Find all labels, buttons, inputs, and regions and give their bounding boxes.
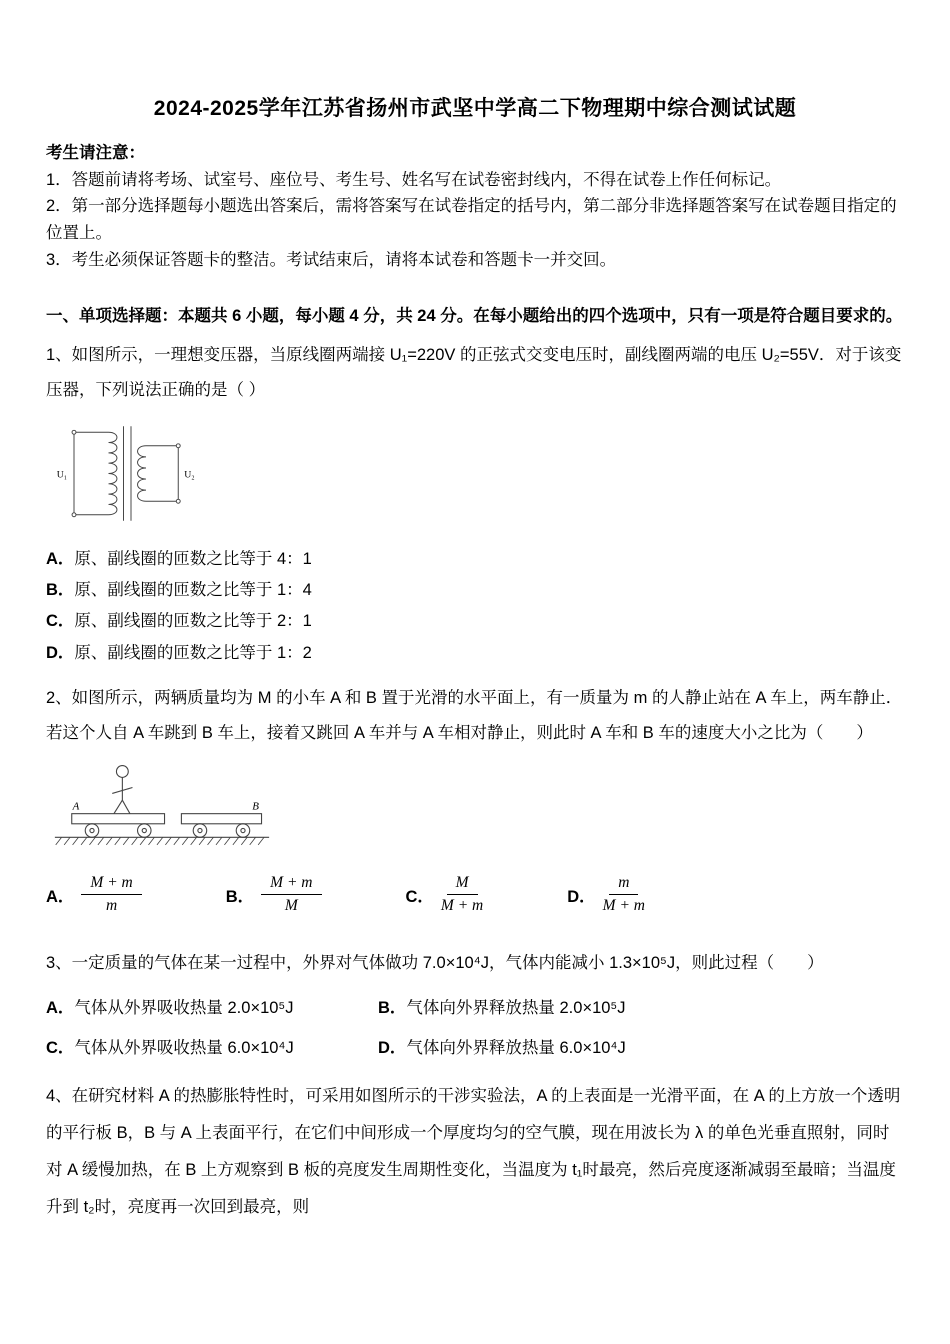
question-2-stem: 2、如图所示，两辆质量均为 M 的小车 A 和 B 置于光滑的水平面上，有一质量为 m 的人静止站在 A 车上，两车静止．若这个人自 A 车跳到 B 车上，接着又跳回 A 车并与 A 车相对静止，则此时 A 车和 B 车的速度大小之比为（ ） [46,688,903,743]
option-label: A． [46,887,75,906]
option-label: B． [46,580,75,599]
fraction-denominator: m [105,897,118,915]
option-label: B． [225,887,255,906]
transformer-figure [56,417,206,530]
question-1-options [46,544,904,669]
u2-label: U₂ [184,468,195,480]
option-label: D． [46,643,75,662]
option-label: C． [46,612,75,631]
question-2-option-d [567,873,645,916]
question-3 [46,946,904,1062]
fraction-denominator: M [284,897,298,915]
question-1-option-b [46,575,904,606]
option-label: D． [567,887,596,906]
option-text: 原、副线圈的匝数之比等于 1：4 [74,580,312,599]
option-text: 原、副线圈的匝数之比等于 2：1 [74,612,312,631]
question-3-stem: 3、一定质量的气体在某一过程中，外界对气体做功 7.0×10⁴J，气体内能减小 1.3×10⁵J，则此过程（ ） [46,954,824,973]
section-1-heading: 一、单项选择题：本题共 6 小题，每小题 4 分，共 24 分。在每小题给出的四个选项中，只有一项是符合题目要求的。 [46,306,903,325]
fraction-numerator: m [609,873,638,895]
option-label: C． [46,1038,75,1057]
option-text: 原、副线圈的匝数之比等于 4：1 [74,549,312,568]
question-2-figure-wrap [48,758,904,855]
question-1 [46,338,904,669]
question-3-option-a [46,994,378,1022]
question-3-option-c [46,1034,378,1062]
question-1-option-c [46,606,904,637]
carts-figure [48,758,276,855]
fraction [441,873,483,916]
option-label: A． [46,549,75,568]
fraction [603,873,645,916]
notice-section [46,140,904,274]
option-label: B． [378,998,407,1017]
u1-label: U₁ [56,468,68,480]
fraction-numerator: M + m [261,873,321,895]
question-1-option-d [46,638,904,669]
option-text: 气体向外界释放热量 2.0×10⁵J [406,998,626,1017]
person-head [116,765,128,777]
option-label: C． [405,887,434,906]
cart-b-body [181,814,261,824]
question-3-option-b [378,994,904,1022]
question-2-option-b [226,873,322,916]
option-label: D． [378,1038,407,1057]
notice-heading: 考生请注意： [46,144,145,162]
fraction [261,873,321,916]
option-text: 气体从外界吸收热量 6.0×10⁴J [74,1038,294,1057]
question-2-option-a [46,873,142,916]
question-2-option-c [406,873,484,916]
cart-a-label: A [72,800,80,813]
option-label: A． [46,998,75,1017]
option-text: 气体向外界释放热量 6.0×10⁴J [406,1038,626,1057]
question-2 [46,681,904,916]
cart-b-label: B [252,800,259,813]
question-1-figure-wrap [56,417,904,530]
question-4-stem: 4、在研究材料 A 的热膨胀特性时，可采用如图所示的干涉实验法，A 的上表面是一光滑平面，在 A 的上方放一个透明的平行板 B，B 与 A 上表面平行，在它们中间形成一个厚度均匀的空气膜，现在用波长为 λ 的单色光垂直照射，同时对 A 缓慢加热，在 B 上方观察到 B 板的亮度发生周期性变化，当温度为 t₁时最亮，然后亮度逐渐减弱至最暗；当温度升到 t₂时，亮度再一次回到最亮，则 [46,1086,901,1217]
question-1-option-a [46,544,904,575]
option-text: 气体从外界吸收热量 2.0×10⁵J [74,998,294,1017]
fraction-denominator: M + m [440,897,484,915]
fraction-numerator: M [447,873,478,895]
fraction [81,873,141,916]
question-2-options [46,873,904,916]
question-1-stem: 1、如图所示，一理想变压器，当原线圈两端接 U₁=220V 的正弦式交变电压时，副线圈两端的电压 U₂=55V．对于该变压器，下列说法正确的是（ ） [46,345,902,400]
page-title: 2024-2025学年江苏省扬州市武坚中学高二下物理期中综合测试试题 [153,97,797,120]
notice-item-1: 1．答题前请将考场、试室号、座位号、考生号、姓名写在试卷密封线内，不得在试卷上作任何标记。 [46,170,782,189]
fraction-numerator: M + m [81,873,141,895]
cart-a-body [72,814,165,824]
question-3-options [46,994,904,1062]
notice-item-3: 3．考生必须保证答题卡的整洁。考试结束后，请将本试卷和答题卡一并交回。 [46,250,617,269]
fraction-denominator: M + m [602,897,645,915]
notice-item-2: 2．第一部分选择题每小题选出答案后，需将答案写在试卷指定的括号内，第二部分非选择题答案写在试卷题目指定的位置上。 [46,197,897,243]
question-3-option-d [378,1034,904,1062]
question-4 [46,1078,904,1227]
option-text: 原、副线圈的匝数之比等于 1：2 [74,643,312,662]
